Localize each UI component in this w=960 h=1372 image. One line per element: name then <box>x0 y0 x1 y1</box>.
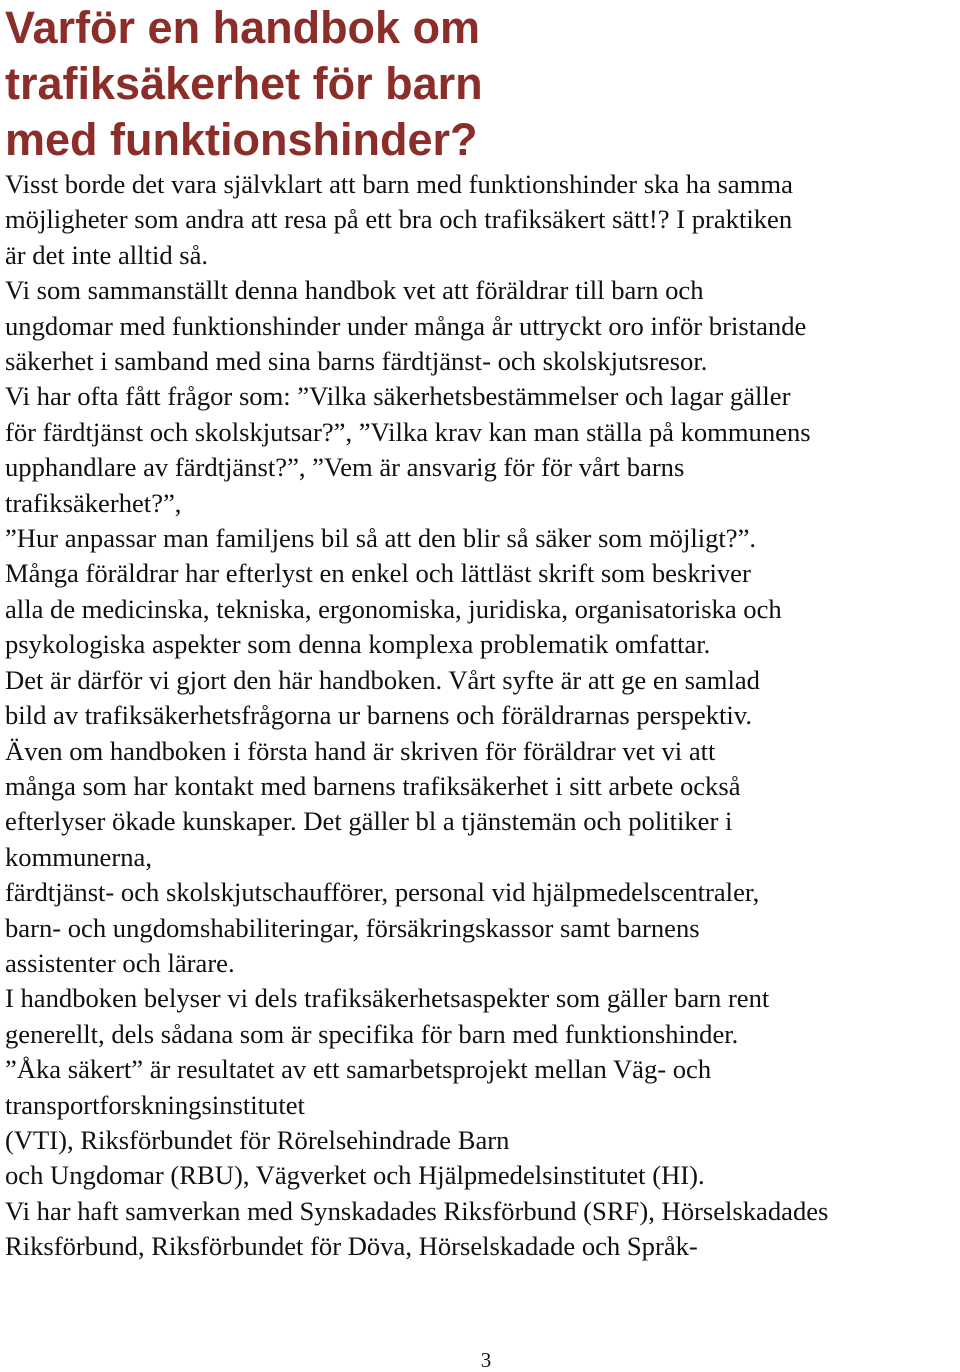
text-line: assistenter och lärare. <box>5 947 235 978</box>
text-line: Vi har ofta fått frågor som: ”Vilka säkerhetsbestämmelser och lagar gäller <box>5 381 791 412</box>
title-line: trafiksäkerhet för barn <box>5 58 483 109</box>
text-line: transportforskningsinstitutet <box>5 1089 305 1120</box>
body-text <box>5 167 960 1265</box>
text-line: ”Hur anpassar man familjens bil så att den blir så säker som möjligt?”. <box>5 523 757 554</box>
text-line: är det inte alltid så. <box>5 239 209 270</box>
title-line: med funktionshinder? <box>5 114 478 165</box>
text-line: säkerhet i samband med sina barns färdtjänst- och skolskjutsresor. <box>5 346 708 377</box>
text-line: psykologiska aspekter som denna komplexa problematik omfattar. <box>5 629 711 660</box>
text-line: och Ungdomar (RBU), Vägverket och Hjälpmedelsinstitutet (HI). <box>5 1160 705 1191</box>
title-line: Varför en handbok om <box>5 2 481 53</box>
text-line: ungdomar med funktionshinder under många år uttryckt oro inför bristande <box>5 310 807 341</box>
text-line: kommunerna, <box>5 841 152 872</box>
text-line: (VTI), Riksförbundet för Rörelsehindrade Barn <box>5 1124 510 1155</box>
text-line: möjligheter som andra att resa på ett bra och trafiksäkert sätt!? I praktiken <box>5 204 793 235</box>
text-line: Det är därför vi gjort den här handboken. Vårt syfte är att ge en samlad <box>5 664 760 695</box>
text-line: Visst borde det vara självklart att barn med funktionshinder ska ha samma <box>5 169 793 199</box>
text-line: efterlyser ökade kunskaper. Det gäller bl a tjänstemän och politiker i <box>5 806 733 837</box>
page-number: 3 <box>480 1348 492 1372</box>
text-line: Många föräldrar har efterlyst en enkel och lättläst skrift som beskriver <box>5 558 751 589</box>
text-line: trafiksäkerhet?”, <box>5 487 182 518</box>
text-line: Vi som sammanställt denna handbok vet att föräldrar till barn och <box>5 275 704 306</box>
text-line: färdtjänst- och skolskjutschaufförer, personal vid hjälpmedelscentraler, <box>5 877 760 908</box>
text-line: I handboken belyser vi dels trafiksäkerhetsaspekter som gäller barn rent <box>5 983 770 1014</box>
text-line: för färdtjänst och skolskjutsar?”, ”Vilka krav kan man ställa på kommunens <box>5 416 811 447</box>
text-line: barn- och ungdomshabiliteringar, försäkringskassor samt barnens <box>5 912 700 943</box>
text-line: Vi har haft samverkan med Synskadades Riksförbund (SRF), Hörselskadades <box>5 1195 829 1226</box>
text-line: generellt, dels sådana som är specifika för barn med funktionshinder. <box>5 1018 739 1049</box>
text-line: Även om handboken i första hand är skriven för föräldrar vet vi att <box>5 735 716 766</box>
text-line: många som har kontakt med barnens trafiksäkerhet i sitt arbete också <box>5 770 741 801</box>
text-line: Riksförbund, Riksförbundet för Döva, Hörselskadade och Språk- <box>5 1231 698 1262</box>
text-line: alla de medicinska, tekniska, ergonomiska, juridiska, organisatoriska och <box>5 593 782 624</box>
page-title <box>5 0 483 168</box>
text-line: bild av trafiksäkerhetsfrågorna ur barnens och föräldrarnas perspektiv. <box>5 700 753 731</box>
text-line: ”Åka säkert” är resultatet av ett samarbetsprojekt mellan Väg- och <box>5 1054 712 1085</box>
text-line: upphandlare av färdtjänst?”, ”Vem är ansvarig för för vårt barns <box>5 452 685 483</box>
